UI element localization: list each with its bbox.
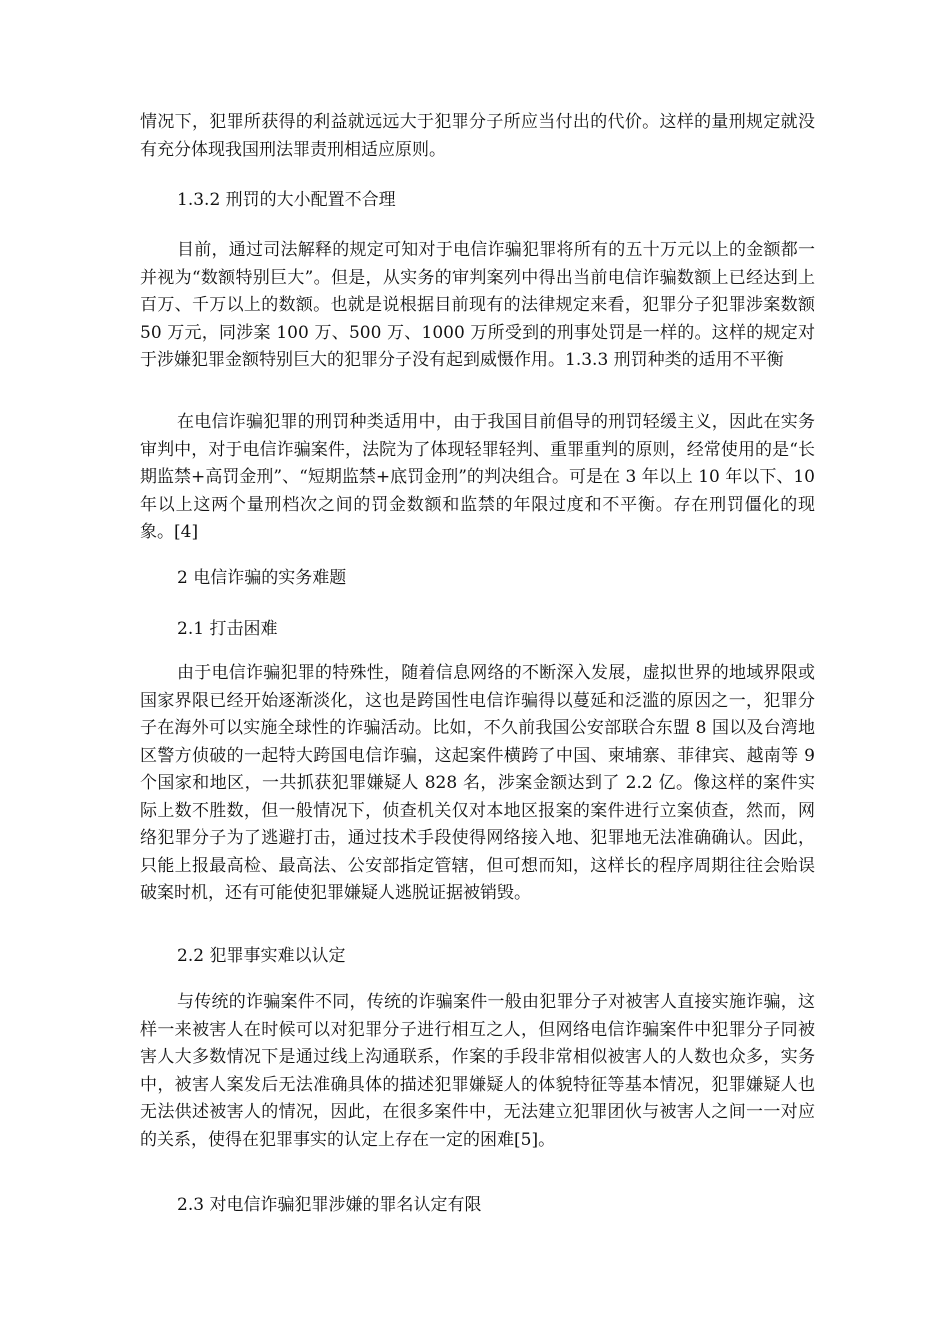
heading-2-2: 2.2 犯罪事实难以认定	[177, 946, 346, 966]
heading-1-3-2: 1.3.2 刑罚的大小配置不合理	[177, 190, 396, 210]
heading-2-3: 2.3 对电信诈骗犯罪涉嫌的罪名认定有限	[177, 1195, 482, 1215]
paragraph-penalty-types: 在电信诈骗犯罪的刑罚种类适用中，由于我国目前倡导的刑罚轻缓主义，因此在实务审判中，对于电信诈骗案件，法院为了体现轻罪轻判、重罪重判的原则，经常使用的是“长期监禁+高罚金刑”、“短期监禁+底罚金刑”的判决组合。可是在 3 年以上 10 年以下、10 年以上这两个量刑档次之间的罚金数额和监禁的年限过度和不平衡。存在刑罚僵化的现象。[4]	[140, 412, 815, 542]
paragraph-continuation: 情况下，犯罪所获得的利益就远远大于犯罪分子所应当付出的代价。这样的量刑规定就没有充分体现我国刑法罪责刑相适应原则。	[140, 112, 815, 160]
paragraph-enforcement-difficulty: 由于电信诈骗犯罪的特殊性，随着信息网络的不断深入发展，虚拟世界的地域界限或国家界限已经开始逐渐淡化，这也是跨国性电信诈骗得以蔓延和泛滥的原因之一，犯罪分子在海外可以实施全球性的诈骗活动。比如，不久前我国公安部联合东盟 8 国以及台湾地区警方侦破的一起特大跨国电信诈骗，这起案件横跨了中国、柬埔寨、菲律宾、越南等 9 个国家和地区，一共抓获犯罪嫌疑人 828 名，涉案金额达到了 2.2 亿。像这样的案件实际上数不胜数，但一般情况下，侦查机关仅对本地区报案的案件进行立案侦查，然而，网络犯罪分子为了逃避打击，通过技术手段使得网络接入地、犯罪地无法准确确认。因此，只能上报最高检、最高法、公安部指定管辖，但可想而知，这样长的程序周期往往会贻误破案时机，还有可能使犯罪嫌疑人逃脱证据被销毁。	[140, 663, 815, 903]
paragraph-penalty-allocation: 目前，通过司法解释的规定可知对于电信诈骗犯罪将所有的五十万元以上的金额都一并视为“数额特别巨大”。但是，从实务的审判案列中得出当前电信诈骗数额上已经达到上百万、千万以上的数额。也就是说根据目前现有的法律规定来看，犯罪分子犯罪涉案数额 50 万元，同涉案 100 万、500 万、1000 万所受到的刑事处罚是一样的。这样的规定对于涉嫌犯罪金额特别巨大的犯罪分子没有起到威慑作用。1.3.3 刑罚种类的适用不平衡	[140, 240, 815, 370]
heading-2: 2 电信诈骗的实务难题	[177, 568, 347, 588]
paragraph-fact-determination: 与传统的诈骗案件不同，传统的诈骗案件一般由犯罪分子对被害人直接实施诈骗，这样一来被害人在时候可以对犯罪分子进行相互之人，但网络电信诈骗案件中犯罪分子同被害人大多数情况下是通过线上沟通联系，作案的手段非常相似被害人的人数也众多，实务中，被害人案发后无法准确具体的描述犯罪嫌疑人的体貌特征等基本情况，犯罪嫌疑人也无法供述被害人的情况，因此，在很多案件中，无法建立犯罪团伙与被害人之间一一对应的关系，使得在犯罪事实的认定上存在一定的困难[5]。	[140, 992, 815, 1150]
heading-2-1: 2.1 打击困难	[177, 619, 278, 639]
